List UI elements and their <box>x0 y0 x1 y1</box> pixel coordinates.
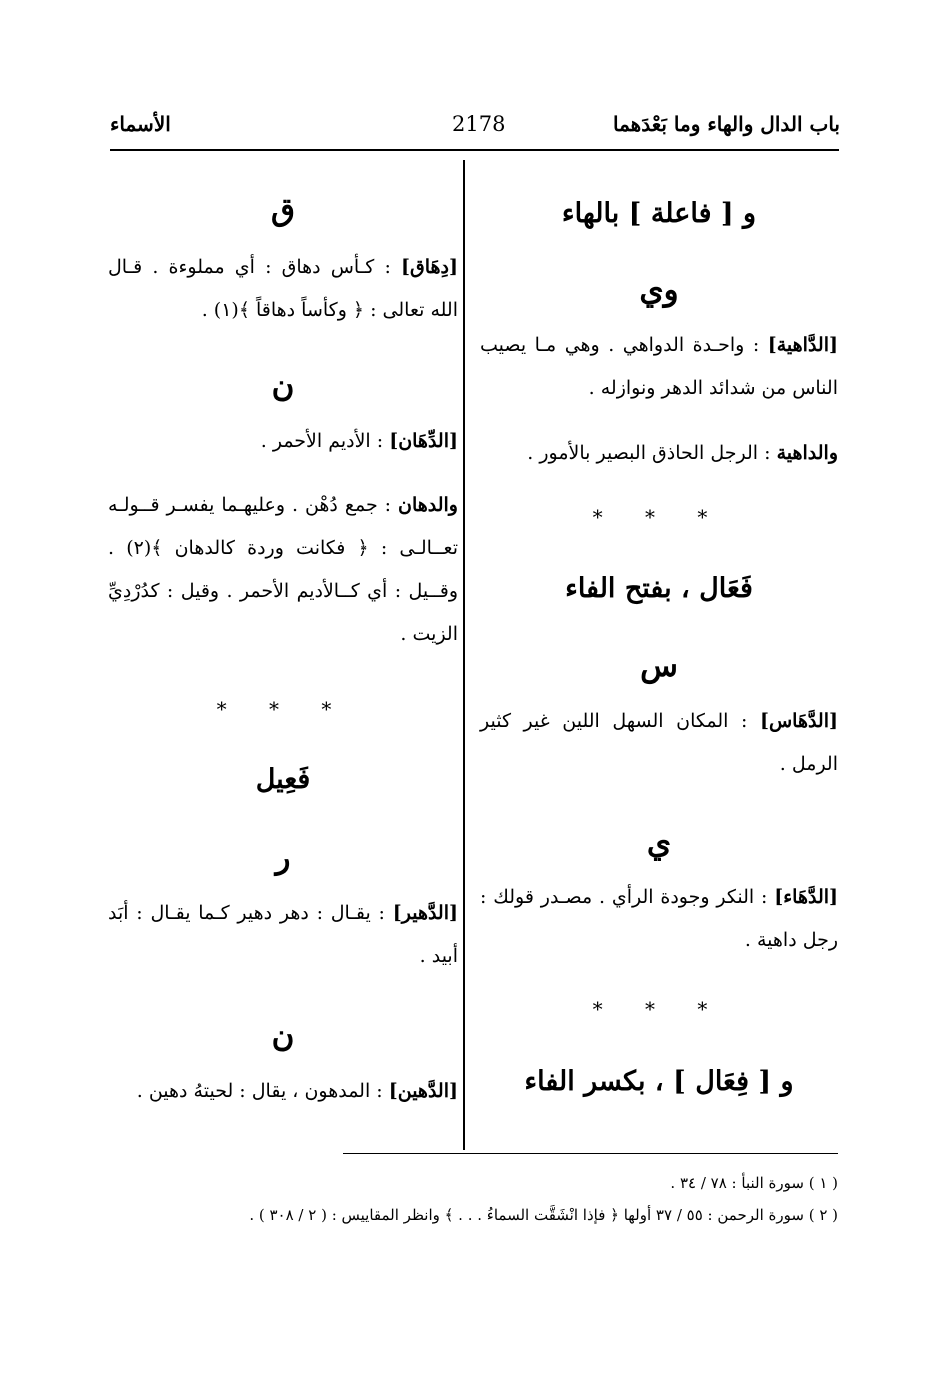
page-number: 2178 <box>452 112 506 136</box>
entry-text: : المكان السهل اللين غير كثير الرمل . <box>480 710 838 775</box>
footnote-rule <box>343 1153 838 1154</box>
chapter-title: باب الدال والهاء وما بَعْدَهما <box>613 112 840 136</box>
entry-text: : جمع دُهْن . وعليهـما يفسـر قــولـه تعــالـى : ﴿ فكانت وردة كالدهان ﴾(٢) . وقــيل : أي كــالأديم الأحمر . وقيل : كدُرْدِيِّ الزيت . <box>108 494 458 645</box>
entry-dahas <box>480 700 838 786</box>
section-title: الأسماء <box>110 112 171 136</box>
entry-term: [الدَّهين] <box>388 1080 458 1102</box>
entry-dahiya <box>480 324 838 410</box>
section-separator: * * * <box>592 505 726 529</box>
entry-dihan <box>108 420 458 463</box>
entry-text: : واحـدة الدواهي . وهي مـا يصيب الناس من شدائد الدهر ونوازله . <box>480 334 838 399</box>
heading-faila: و [ فاعلة ] بالهاء <box>561 198 757 229</box>
footnote-1: ( ١ ) سورة النبأ : ٧٨ / ٣٤ . <box>670 1174 838 1192</box>
heading-faal: فَعَال ، بفتح الفاء <box>565 573 753 604</box>
heading-fiaal: و [ فِعَال ] ، بكسر الفاء <box>524 1066 794 1097</box>
entry-dihan-2 <box>108 484 458 656</box>
entry-dahiya-2 <box>480 432 838 475</box>
entry-dahin <box>108 1070 458 1113</box>
entry-text: : الأديم الأحمر . <box>260 430 384 452</box>
root-heading: وي <box>639 272 679 308</box>
entry-text: : الرجل الحاذق البصير بالأمور . <box>527 442 771 464</box>
root-heading: ي <box>646 825 672 861</box>
entry-term: والداهية <box>776 442 838 464</box>
entry-text: : يقـال : دهر دهير كـما يقـال : أبَد أبيد . <box>108 902 458 967</box>
entry-text: : كـأس دهاق : أي مملوءة . قـال الله تعالى : ﴿ وكأساً دهاقاً ﴾(١) . <box>108 256 458 321</box>
footnote-2: ( ٢ ) سورة الرحمن : ٥٥ / ٣٧ أولها ﴿ فإذا انْشَقَّت السماءُ . . . ﴾ وانظر المقاييس : ( ٢ / ٣٠٨ ) . <box>249 1206 838 1224</box>
entry-dahaa <box>480 876 838 962</box>
column-divider <box>463 160 465 1150</box>
entry-term: [الدَّهَاء] <box>774 886 838 908</box>
entry-term: [دِهَاق] <box>401 256 458 278</box>
entry-dahir <box>108 892 458 978</box>
heading-fail: فَعِيل <box>255 764 311 795</box>
entry-text: : المدهون ، يقال : لحيتهُ دهين . <box>136 1080 383 1102</box>
entry-term: [الدَّهير] <box>392 902 458 924</box>
root-heading: ن <box>271 1018 295 1054</box>
entry-term: والدهان <box>398 494 458 516</box>
root-heading: ق <box>270 192 296 228</box>
root-heading: س <box>640 648 678 684</box>
entry-term: [الدَّاهية] <box>767 334 838 356</box>
entry-term: [الدَّهَاس] <box>759 710 838 732</box>
root-heading: ر <box>275 840 291 876</box>
header-rule <box>110 149 839 151</box>
entry-dihaq <box>108 246 458 332</box>
section-separator: * * * <box>592 997 726 1021</box>
root-heading: ن <box>271 368 295 404</box>
section-separator: * * * <box>216 697 350 721</box>
entry-term: [الدِّهَان] <box>389 430 458 452</box>
entry-text: : النكر وجودة الرأي . مصـدر قولك : رجل داهية . <box>480 886 838 951</box>
